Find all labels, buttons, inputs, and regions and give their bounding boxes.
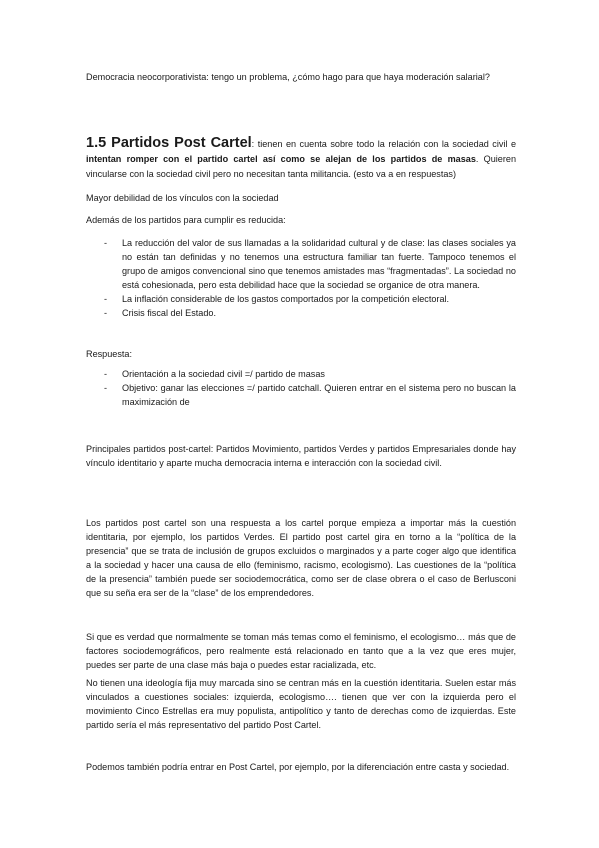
- response-list: [86, 367, 516, 409]
- heading-separator: : tienen en cuenta sobre todo la relación con la sociedad civil e: [251, 139, 516, 149]
- paragraph-main-parties: Principales partidos post-cartel: Partidos Movimiento, partidos Verdes y partidos Empresariales donde hay vínculo identitario y aparte mucha democracia interna e interacción con la sociedad civil.: [86, 444, 516, 468]
- section-heading-paragraph: [86, 136, 516, 182]
- heading-rest-text: . Quieren vincularse con la sociedad civil pero no necesitan tanta militancia. (esto va a en respuestas): [86, 154, 517, 179]
- heading-bold-text: intentan romper con el partido cartel así como se alejan de los partidos de masas: [86, 154, 476, 164]
- paragraph-capacity: Además de los partidos para cumplir es reducida:: [86, 215, 286, 225]
- paragraph-neocorporativism: Democracia neocorporativista: tengo un problema, ¿cómo hago para que haya moderación salarial?: [86, 72, 490, 82]
- list-item: - La inflación considerable de los gastos comportados por la competición electoral.: [86, 292, 516, 306]
- paragraph-response-to-cartel: Los partidos post cartel son una respuesta a los cartel porque empieza a importar más la cuestión identitaria, por ejemplo, los partidos Verdes. El partido post cartel gira en torno a la “política de la presencia” que se trata de inclusión de grupos excluidos o marginados y a parte coger algo que identifica a la sociedad y hacer una causa de ello (feminismo, racismo, ecologismo). Las cuestiones de la “política de la presencia” también puede ser sociodemocrática, como ser de clase obrera o el caso de Berlusconi que su seña era ser de la “clase” de los emprendedores.: [86, 518, 516, 598]
- paragraph-weak-links: Mayor debilidad de los vínculos con la sociedad: [86, 193, 279, 203]
- causes-list: [86, 236, 516, 320]
- section-title: 1.5 Partidos Post Cartel: [86, 135, 252, 151]
- list-item: - Crisis fiscal del Estado.: [86, 306, 516, 320]
- list-item: - Objetivo: ganar las elecciones =/ partido catchall. Quieren entrar en el sistema pero no buscan la maximización de: [86, 381, 516, 409]
- list-item: - La reducción del valor de sus llamadas a la solidaridad cultural y de clase: las clases sociales ya no están tan definidas y no tenemos una estructura familiar tan fuerte. Tampoco tenemos el grupo de amigos convencional sino que tenemos amistades mas “fragmentadas”. La sociedad no está cohesionada, pero esta debilidad hace que la sociedad se organice de otra manera.: [86, 236, 516, 292]
- paragraph-feminism: Si que es verdad que normalmente se toman más temas como el feminismo, el ecologismo… más que de factores sociodemográficos, pero realmente está relacionado en tanto que a la vez que eres mujer, puedes ser parte de una clase más baja o puedes estar racializada, etc.: [86, 632, 516, 670]
- paragraph-podemos: Podemos también podría entrar en Post Cartel, por ejemplo, por la diferenciación entre casta y sociedad.: [86, 762, 510, 772]
- paragraph-ideology: No tienen una ideología fija muy marcada sino se centran más en la cuestión identitaria. Suelen estar más vinculados a cuestiones sociales: izquierda, ecologismo…. tienen que ver con la izquierda pero el movimiento Cinco Estrellas era muy populista, antipolítico y tanto de derechas como de izquierdas. Este partido sería el más representativo del partido Post Cartel.: [86, 678, 516, 730]
- paragraph-response-label: Respuesta:: [86, 349, 133, 359]
- list-item: - Orientación a la sociedad civil =/ partido de masas: [86, 367, 516, 381]
